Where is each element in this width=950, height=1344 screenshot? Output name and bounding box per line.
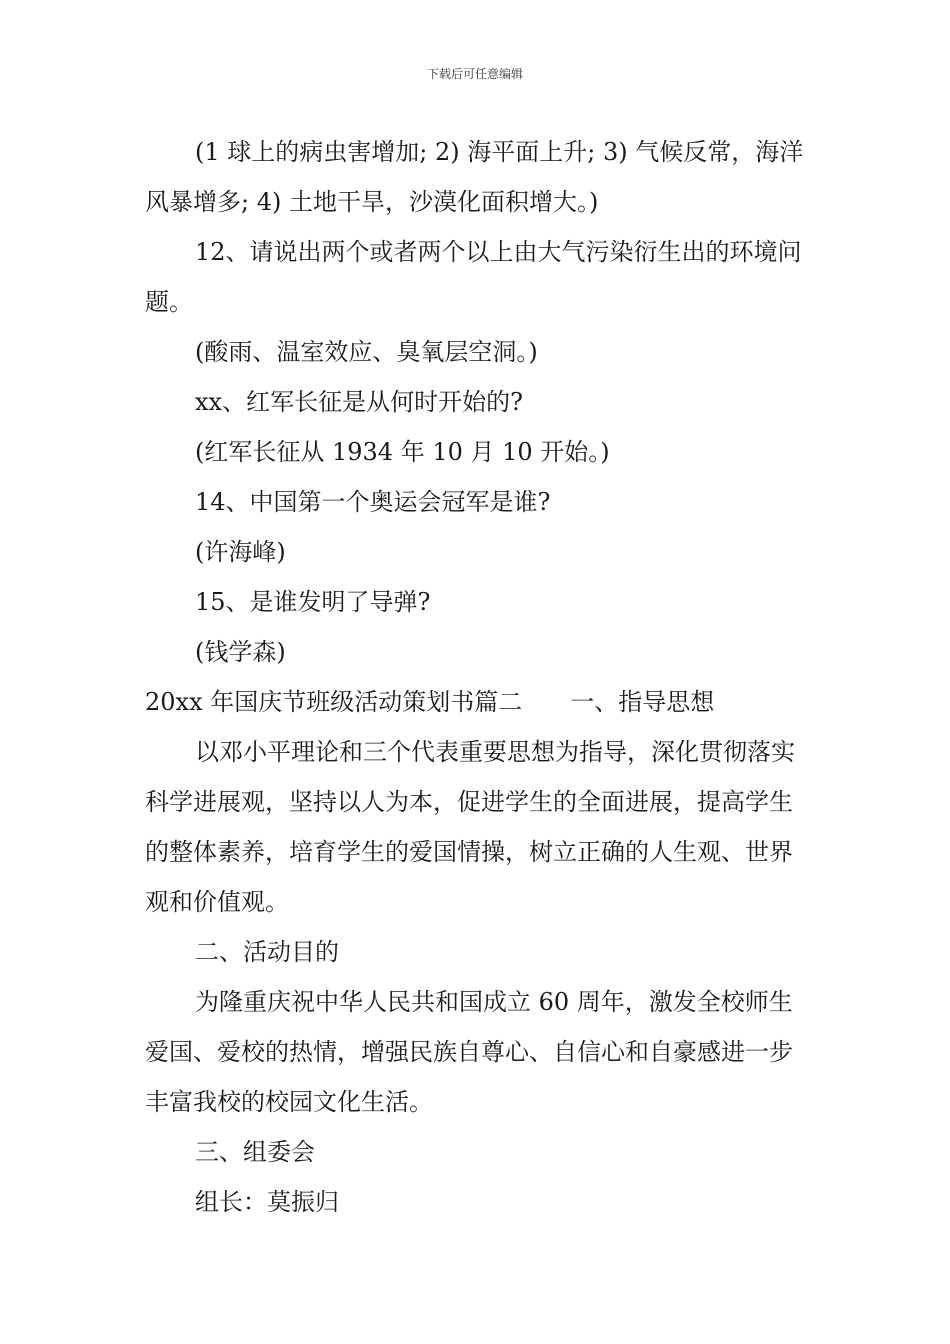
paragraph: 为隆重庆祝中华人民共和国成立 60 周年，激发全校师生爱国、爱校的热情，增强民族自尊心、自信心和自豪感进一步丰富我校的校园文化生活。 [145,988,793,1116]
section-heading: 20xx 年国庆节班级活动策划书篇二 一、指导思想 [145,688,715,716]
paragraph: (钱学森) [195,638,286,666]
paragraph: (酸雨、温室效应、臭氧层空洞。) [195,338,538,366]
paragraph: (许海峰) [195,538,286,566]
paragraph: 15、是谁发明了导弹? [195,588,431,616]
section-heading: 三、组委会 [195,1138,315,1166]
paragraph: (红军长征从 1934 年 10 月 10 开始。) [195,438,610,466]
paragraph: 14、中国第一个奥运会冠军是谁? [195,488,551,516]
section-heading: 二、活动目的 [195,938,339,966]
paragraph: 以邓小平理论和三个代表重要思想为指导，深化贯彻落实科学进展观，坚持以人为本，促进学生的全面进展，提高学生的整体素养，培育学生的爱国情操，树立正确的人生观、世界观和价值观。 [145,738,795,916]
paragraph: 组长：莫振归 [195,1188,339,1216]
paragraph: 12、请说出两个或者两个以上由大气污染衍生出的环境问题。 [145,238,802,316]
document-body [145,127,815,1227]
paragraph: (1 球上的病虫害增加; 2) 海平面上升; 3) 气候反常，海洋风暴增多; 4) 土地干旱，沙漠化面积增大。) [145,138,804,216]
page-header: 下载后可任意编辑 [426,67,523,81]
paragraph: xx、红军长征是从何时开始的? [195,388,523,416]
